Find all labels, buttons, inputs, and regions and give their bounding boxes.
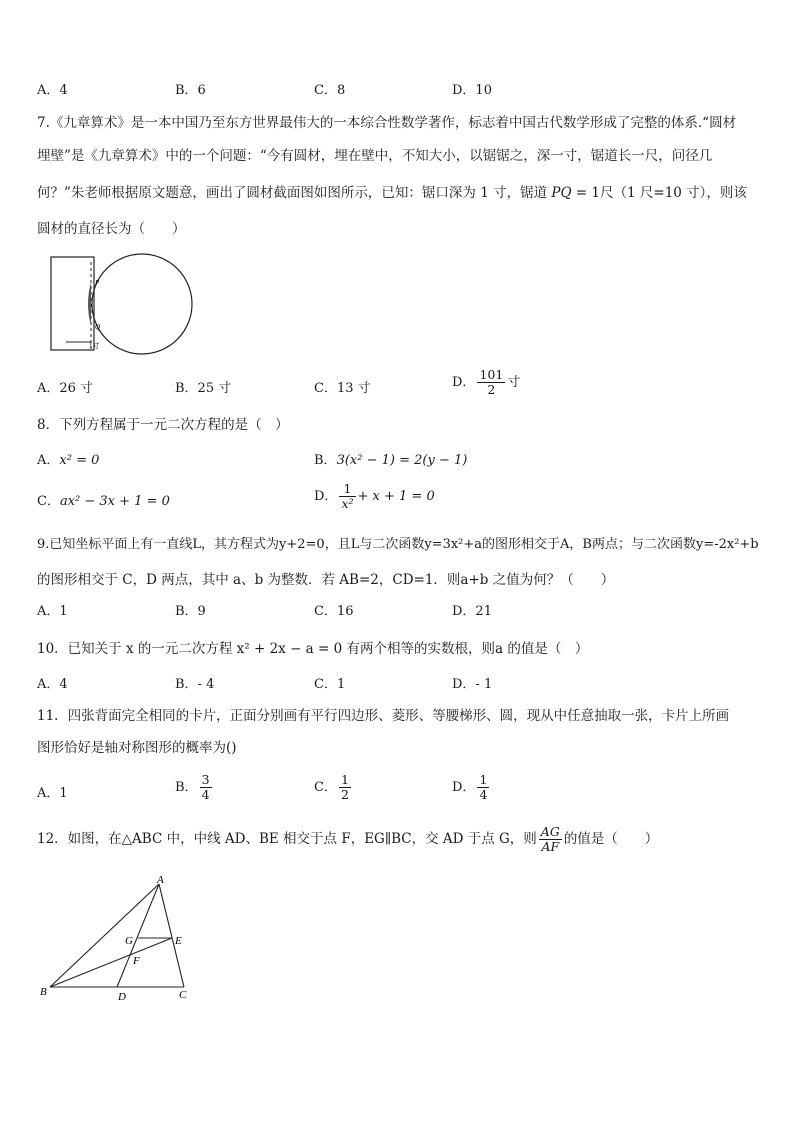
q11-c-fraction <box>339 773 351 802</box>
q11-c-label: C． <box>314 780 337 795</box>
q12-side-ab <box>50 884 159 987</box>
q10-stem: 10．已知关于 x 的一元二次方程 x² + 2x − a = 0 有两个相等的实数根，则a 的值是（ ） <box>37 641 589 657</box>
q7-option-d-label: D． <box>452 375 476 390</box>
q8-c-label: C． <box>37 494 60 509</box>
q9-option-c: C．16 <box>314 604 354 619</box>
q10-option-d: D．- 1 <box>452 677 493 692</box>
q7-option-c: C．13 寸 <box>314 381 371 396</box>
q7-pq-math: PQ <box>551 185 572 201</box>
q12-stem <box>37 825 658 854</box>
q7-d-unit: 寸 <box>507 375 521 390</box>
q11-d-den: 4 <box>479 787 488 802</box>
q8-a-expr: x² = 0 <box>59 453 100 468</box>
q7-circle <box>92 254 192 354</box>
q8-option-c <box>37 492 170 512</box>
q8-option-d <box>314 482 435 511</box>
q11-option-c <box>314 773 353 802</box>
q11-option-a: A．1 <box>37 786 68 801</box>
q7-line-3 <box>37 183 747 203</box>
q8-option-b <box>314 451 467 471</box>
q12-stem-post: 的值是（ ） <box>563 831 659 847</box>
q7-wall-rect <box>51 257 94 350</box>
q8-option-a <box>37 451 99 471</box>
q11-option-b <box>175 773 214 802</box>
q12-label-e: E <box>175 935 182 947</box>
q11-d-fraction <box>477 773 489 802</box>
q8-d-rest: + x + 1 = 0 <box>357 489 435 504</box>
q10-option-b: B．- 4 <box>175 677 215 692</box>
q11-c-num: 1 <box>340 772 349 787</box>
q12-label-b: B <box>40 986 47 998</box>
q10-option-a: A．4 <box>37 677 68 692</box>
q9-option-d: D．21 <box>452 604 492 619</box>
q6-option-b: B．6 <box>175 83 206 98</box>
q9-option-b: B．9 <box>175 604 206 619</box>
q7-figure <box>44 250 204 360</box>
q7-line-2: 埋壁”是《九章算术》中的一个问题：“今有圆材，埋在壁中，不知大小，以锯锯之，深一寸，锯道长一尺，问径几 <box>37 148 713 164</box>
q12-stem-pre: 12．如图，在△ABC 中，中线 AD、BE 相交于点 F，EG∥BC，交 AD 于点 G，则 <box>37 831 537 847</box>
q9-line-2: 的图形相交于 C，D 两点，其中 a、b 为整数．若 AB=2，CD=1．则a+b 之值为何？（ ） <box>37 572 615 588</box>
q7-label-depth: 1寸 <box>89 342 100 350</box>
q12-label-f: F <box>133 955 140 967</box>
q12-median-ad <box>117 884 159 987</box>
q12-label-g: G <box>125 935 133 947</box>
q7-label-q: Q <box>95 323 101 331</box>
q7-line-3-pre: 何？”朱老师根据原文题意，画出了圆材截面图如图所示，已知：锯口深为 1 寸，锯道 <box>37 185 552 201</box>
q7-segment <box>88 282 91 326</box>
q8-b-expr: 3(x² − 1) = 2(y − 1) <box>336 453 468 468</box>
q12-median-be <box>50 938 172 987</box>
q11-b-fraction <box>200 773 212 802</box>
q11-line-2: 图形恰好是轴对称图形的概率为() <box>37 740 237 756</box>
q7-option-d <box>452 368 520 397</box>
q8-a-label: A． <box>37 453 60 468</box>
q8-b-label: B． <box>314 453 337 468</box>
q7-line-4: 圆材的直径长为（ ） <box>37 221 186 237</box>
q9-option-a: A．1 <box>37 604 68 619</box>
q7-d-den: 2 <box>487 382 496 397</box>
q8-c-expr: ax² − 3x + 1 = 0 <box>59 494 170 509</box>
q11-d-label: D． <box>452 780 476 795</box>
q8-d-num: 1 <box>343 481 352 496</box>
q12-label-a: A <box>157 874 164 886</box>
q7-label-p: P <box>95 279 100 287</box>
q7-option-b: B．25 寸 <box>175 381 232 396</box>
q11-d-num: 1 <box>479 772 488 787</box>
q8-d-den: x² <box>341 496 354 511</box>
q12-frac-num: AG <box>540 824 560 839</box>
q8-d-label: D． <box>314 489 338 504</box>
q7-option-d-fraction <box>477 368 505 397</box>
q7-line-3-post: （1 尺=10 寸），则该 <box>613 185 747 201</box>
q9-line-1: 9.已知坐标平面上有一直线L，其方程式为y+2=0，且L与二次函数y=3x²+a的图形相交于A，B两点；与二次函数y=-2x²+b <box>37 537 759 552</box>
q6-option-c: C．8 <box>314 83 346 98</box>
q6-option-a: A．4 <box>37 83 68 98</box>
q11-b-label: B． <box>175 780 198 795</box>
q8-stem: 8．下列方程属于一元二次方程的是（ ） <box>37 417 289 433</box>
q11-b-num: 3 <box>201 772 210 787</box>
q7-d-num: 101 <box>479 367 504 382</box>
q12-label-c: C <box>179 989 187 1001</box>
q6-option-d: D．10 <box>452 83 492 98</box>
q7-line-1: 7.《九章算术》是一本中国乃至东方世界最伟大的一本综合性数学著作，标志着中国古代数学形成了完整的体系.“圆材 <box>37 115 737 131</box>
q11-c-den: 2 <box>340 787 349 802</box>
q11-option-d <box>452 773 491 802</box>
q8-d-fraction <box>339 482 355 511</box>
q11-line-1: 11．四张背面完全相同的卡片，正面分别画有平行四边形、菱形、等腰梯形、圆，现从中任意抽取一张，卡片上所画 <box>37 708 730 724</box>
q11-b-den: 4 <box>201 787 210 802</box>
q12-label-d: D <box>118 991 126 1003</box>
q10-option-c: C．1 <box>314 677 346 692</box>
q7-pq-eq: = 1尺 <box>571 185 614 201</box>
q12-figure <box>36 872 206 1007</box>
q12-frac-den: AF <box>541 839 560 854</box>
q12-fraction <box>539 825 562 854</box>
q7-option-a: A．26 寸 <box>37 381 94 396</box>
